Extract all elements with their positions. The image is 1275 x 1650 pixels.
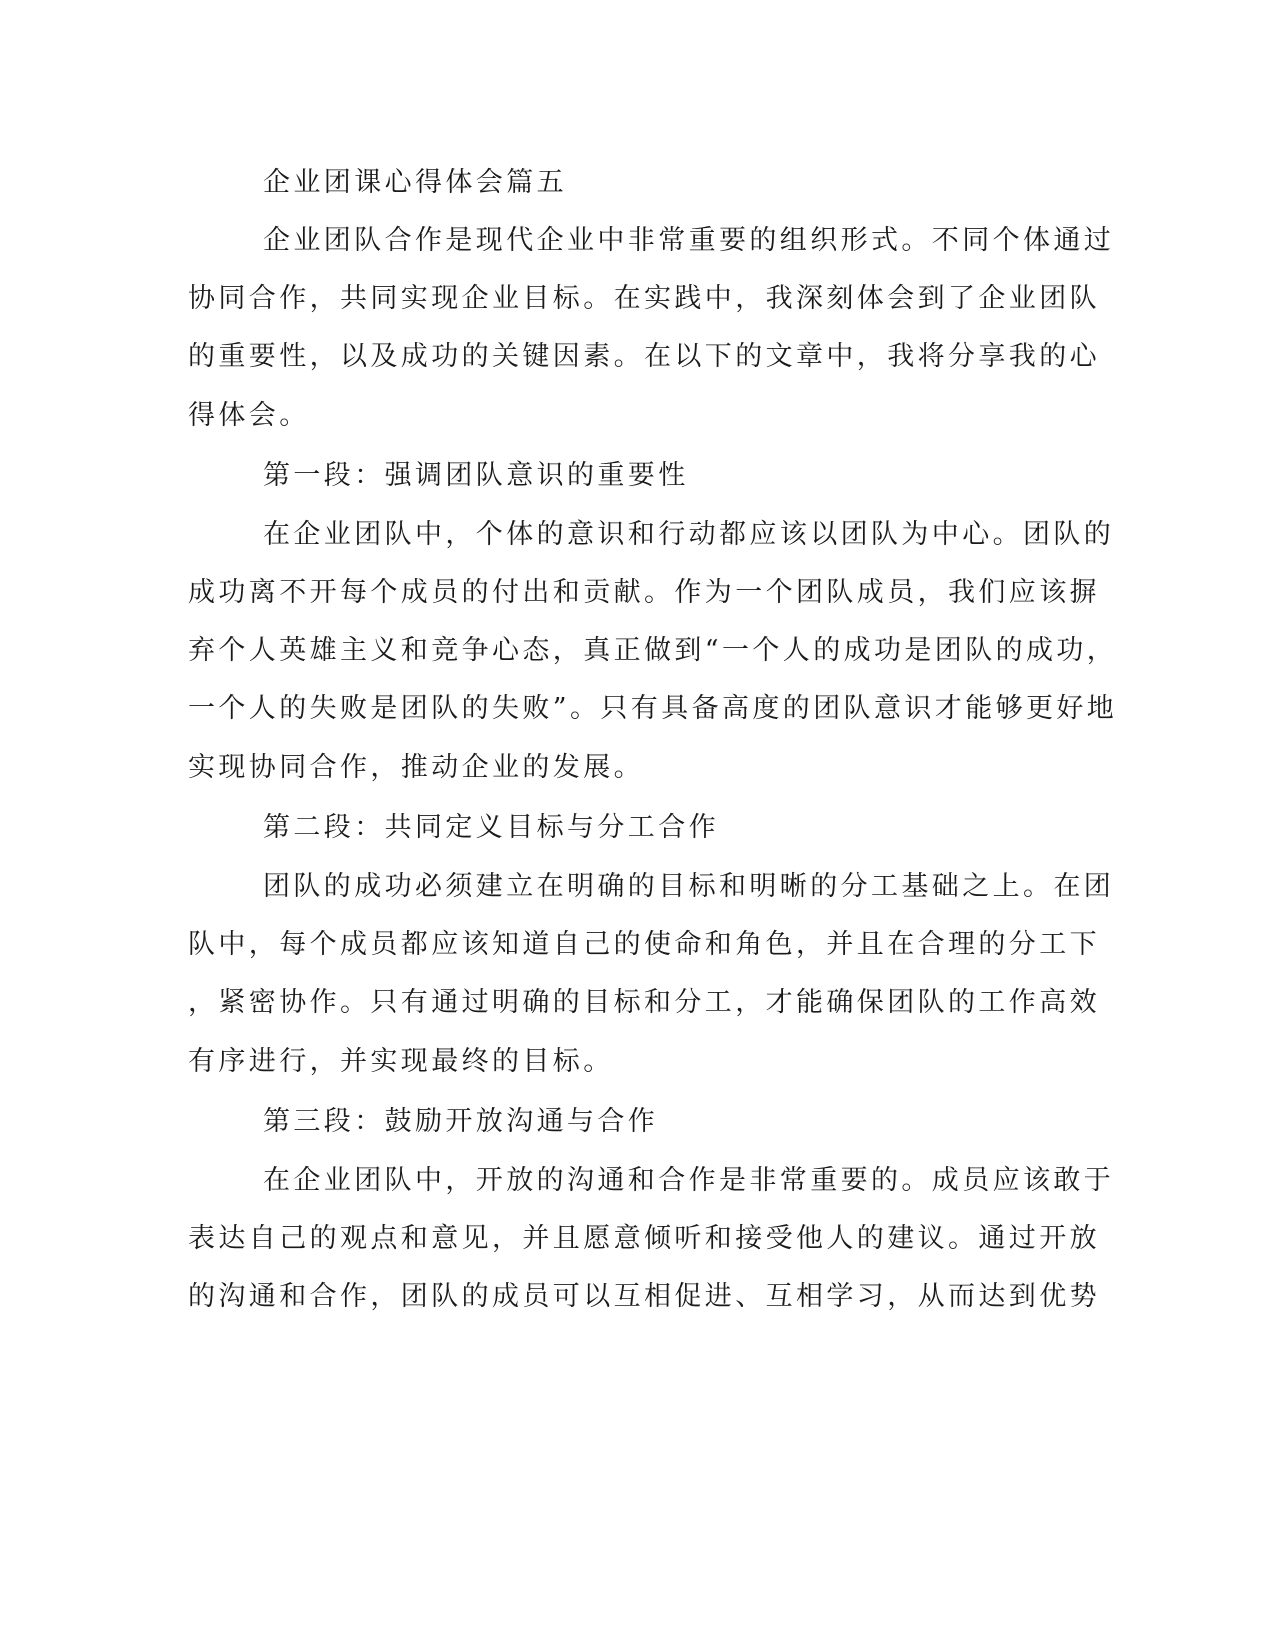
section-heading: 第三段：鼓励开放沟通与合作 [263, 1106, 659, 1137]
text-line: 在企业团队中，开放的沟通和合作是非常重要的。成员应该敢于 [263, 1165, 1115, 1196]
text-line: 协同合作，共同实现企业目标。在实践中，我深刻体会到了企业团队 [188, 283, 1100, 314]
text-line: 一个人的失败是团队的失败”。只有具备高度的团队意识才能够更好地 [188, 693, 1118, 724]
text-line: 的重要性，以及成功的关键因素。在以下的文章中，我将分享我的心 [188, 341, 1100, 372]
text-line: 表达自己的观点和意见，并且愿意倾听和接受他人的建议。通过开放 [188, 1223, 1100, 1254]
text-line: 有序进行，并实现最终的目标。 [188, 1046, 614, 1077]
text-line: 弃个人英雄主义和竞争心态，真正做到“一个人的成功是团队的成功， [188, 635, 1118, 666]
text-line: 的沟通和合作，团队的成员可以互相促进、互相学习，从而达到优势 [188, 1281, 1100, 1312]
text-line: 在企业团队中，个体的意识和行动都应该以团队为中心。团队的 [263, 519, 1115, 550]
text-line: 企业团队合作是现代企业中非常重要的组织形式。不同个体通过 [263, 225, 1115, 256]
section-heading: 第一段：强调团队意识的重要性 [263, 460, 689, 491]
section-heading: 第二段：共同定义目标与分工合作 [263, 812, 719, 843]
text-line: 得体会。 [188, 400, 310, 431]
text-line: ，紧密协作。只有通过明确的目标和分工，才能确保团队的工作高效 [188, 987, 1100, 1018]
document-title: 企业团课心得体会篇五 [263, 167, 567, 198]
text-line: 团队的成功必须建立在明确的目标和明晰的分工基础之上。在团 [263, 871, 1115, 902]
text-line: 队中，每个成员都应该知道自己的使命和角色，并且在合理的分工下 [188, 929, 1100, 960]
text-line: 实现协同合作，推动企业的发展。 [188, 752, 644, 783]
text-line: 成功离不开每个成员的付出和贡献。作为一个团队成员，我们应该摒 [188, 577, 1100, 608]
